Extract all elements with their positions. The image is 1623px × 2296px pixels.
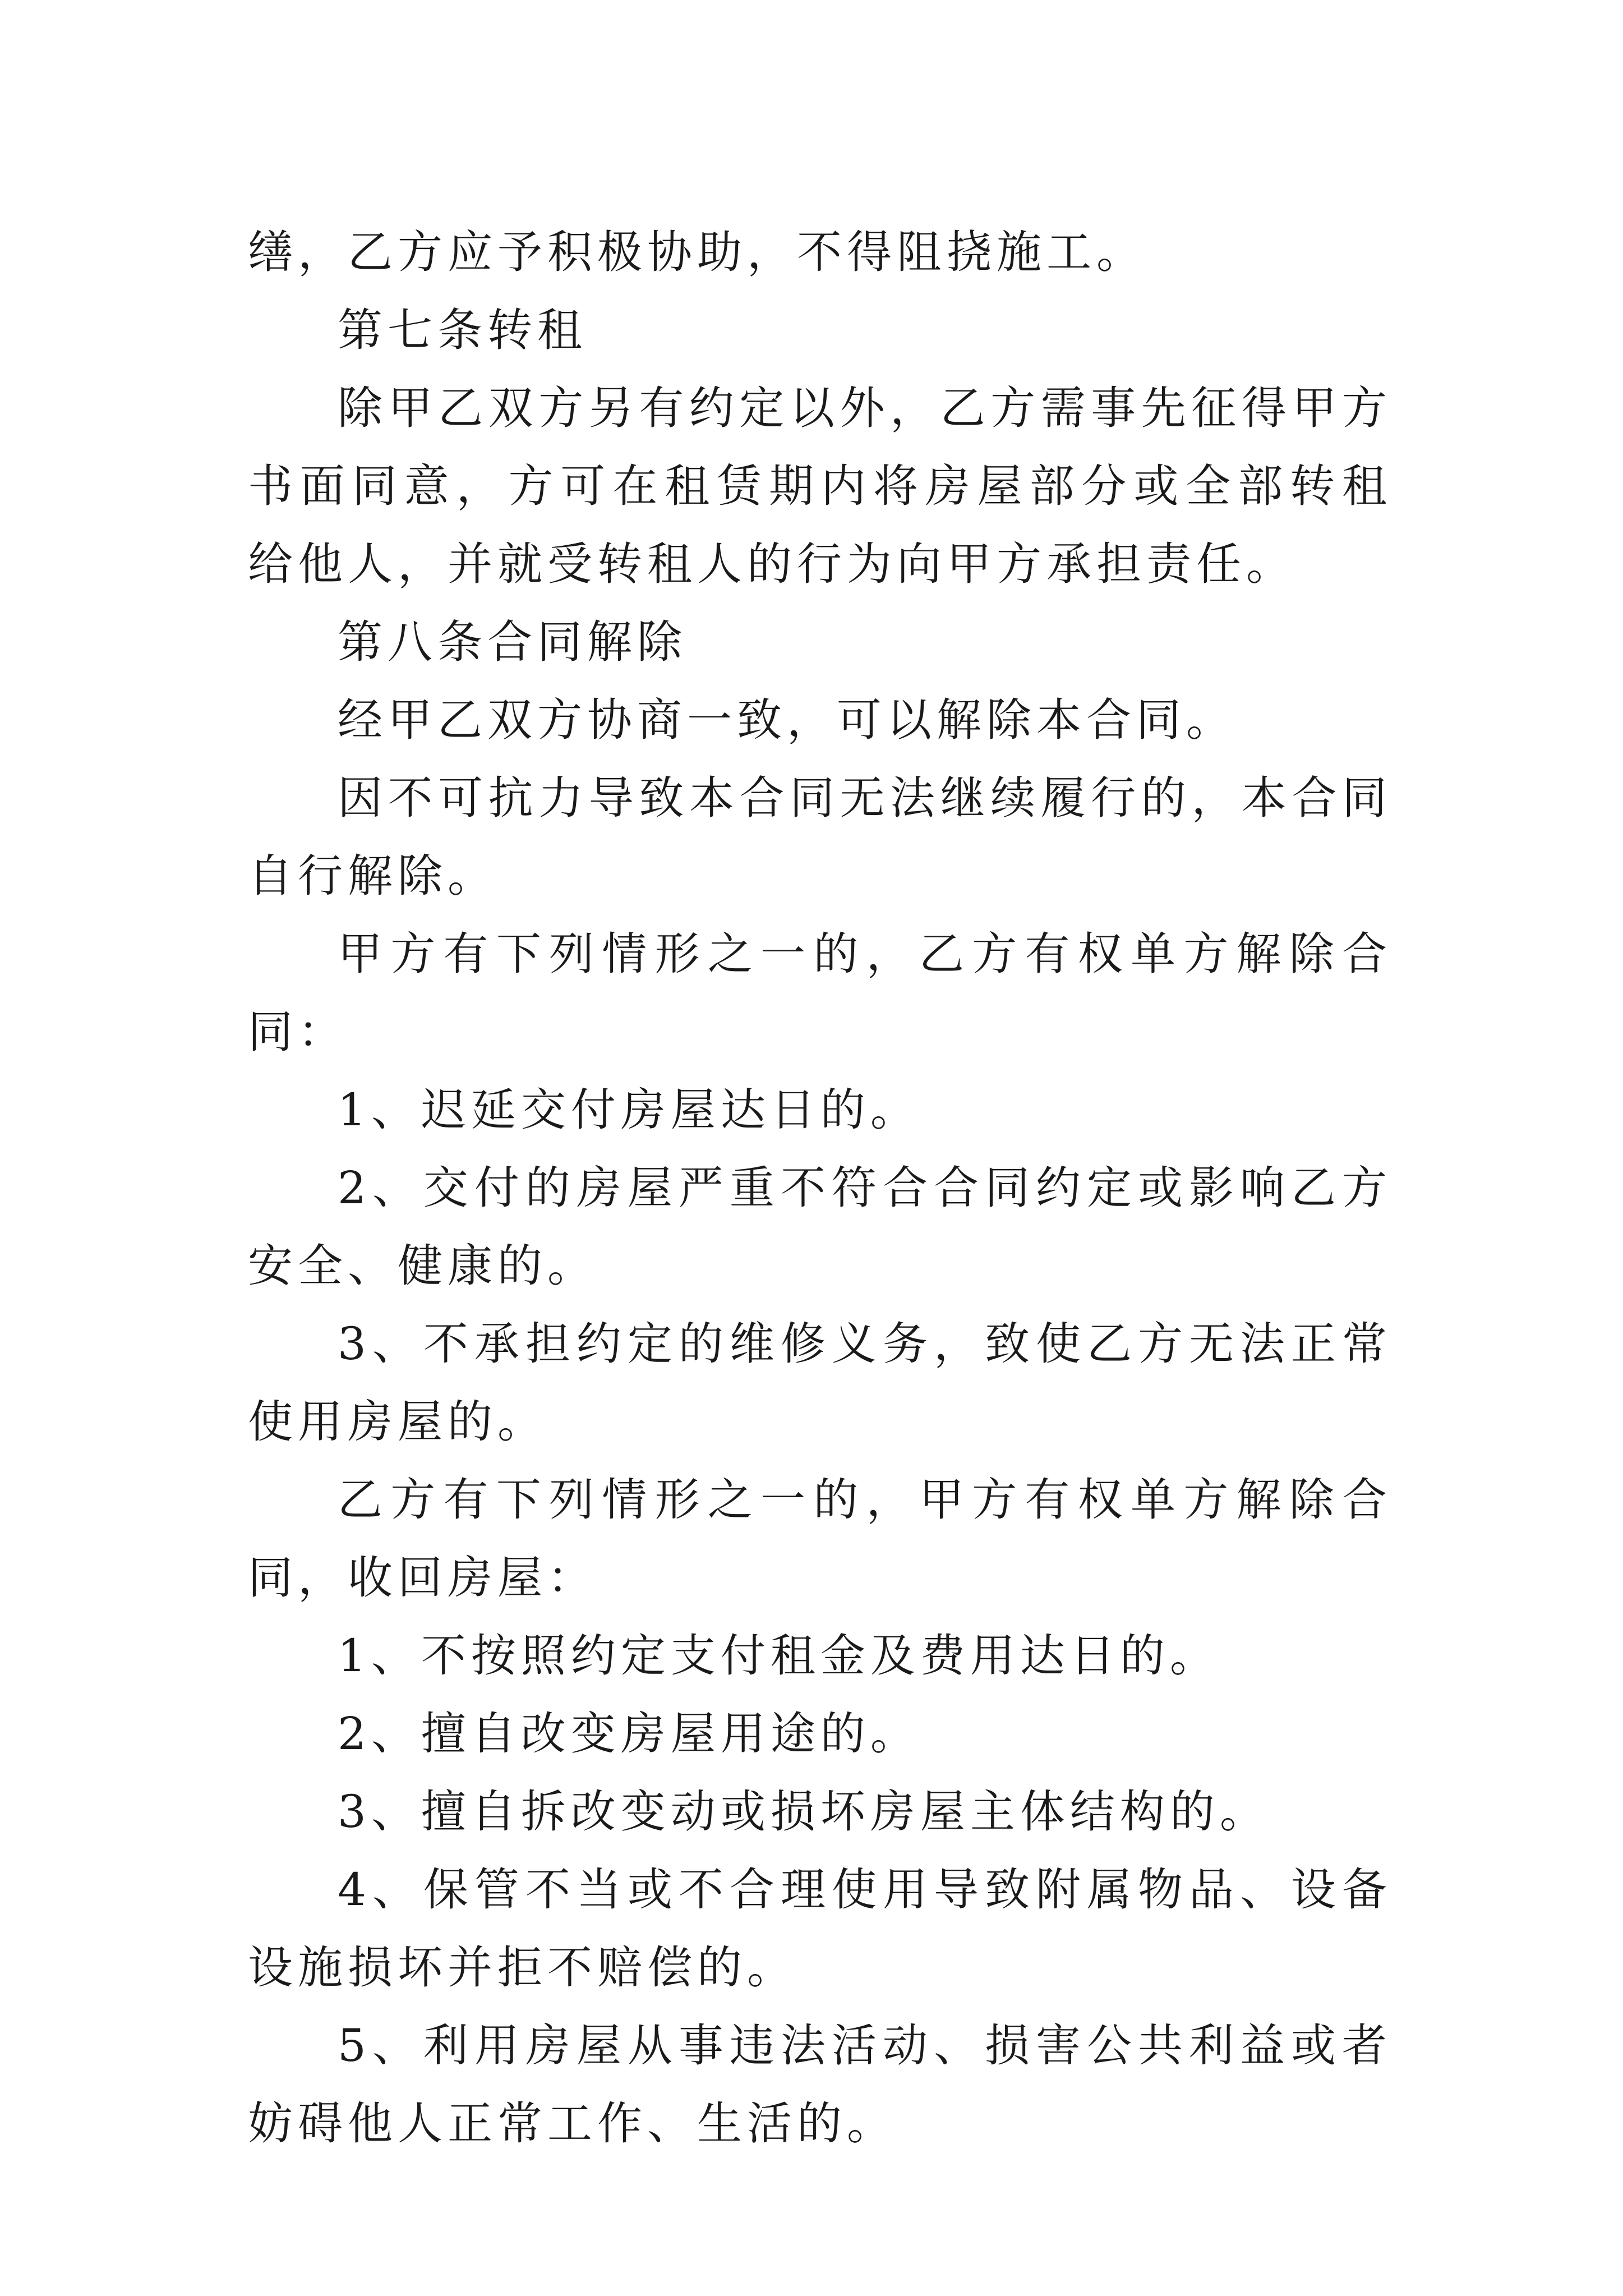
list-item-b-5: 5、利用房屋从事违法活动、损害公共利益或者妨碍他人正常工作、生活的。 [248,2019,1392,2150]
list-item-a-1: 1、迟延交付房屋达日的。 [338,1084,920,1136]
list-item-b-4: 4、保管不当或不合理使用导致附属物品、设备设施损坏并拒不赔偿的。 [248,1864,1392,1994]
paragraph-mutual-termination: 经甲乙双方协商一致，可以解除本合同。 [338,694,1236,746]
document-body [248,213,1392,2162]
paragraph-continuation: 缮，乙方应予积极协助，不得阻挠施工。 [248,226,1146,278]
list-item-b-2: 2、擅自改变房屋用途的。 [338,1708,920,1760]
paragraph-party-b-conditions: 乙方有下列情形之一的，甲方有权单方解除合同，收回房屋： [248,1474,1392,1604]
list-item-b-3: 3、擅自拆改变动或损坏房屋主体结构的。 [338,1786,1270,1838]
list-item-b-1: 1、不按照约定支付租金及费用达日的。 [338,1630,1220,1682]
heading-article-7-sublease: 第七条转租 [338,304,587,356]
paragraph-force-majeure: 因不可抗力导致本合同无法继续履行的，本合同自行解除。 [248,772,1392,902]
paragraph-sublease-terms: 除甲乙双方另有约定以外，乙方需事先征得甲方书面同意，方可在租赁期内将房屋部分或全部转租给他人，并就受转租人的行为向甲方承担责任。 [248,382,1392,590]
paragraph-party-a-conditions: 甲方有下列情形之一的，乙方有权单方解除合同： [248,928,1392,1058]
list-item-a-2: 2、交付的房屋严重不符合合同约定或影响乙方安全、健康的。 [248,1162,1392,1292]
heading-article-8-termination: 第八条合同解除 [338,616,687,668]
list-item-a-3: 3、不承担约定的维修义务，致使乙方无法正常使用房屋的。 [248,1318,1392,1448]
